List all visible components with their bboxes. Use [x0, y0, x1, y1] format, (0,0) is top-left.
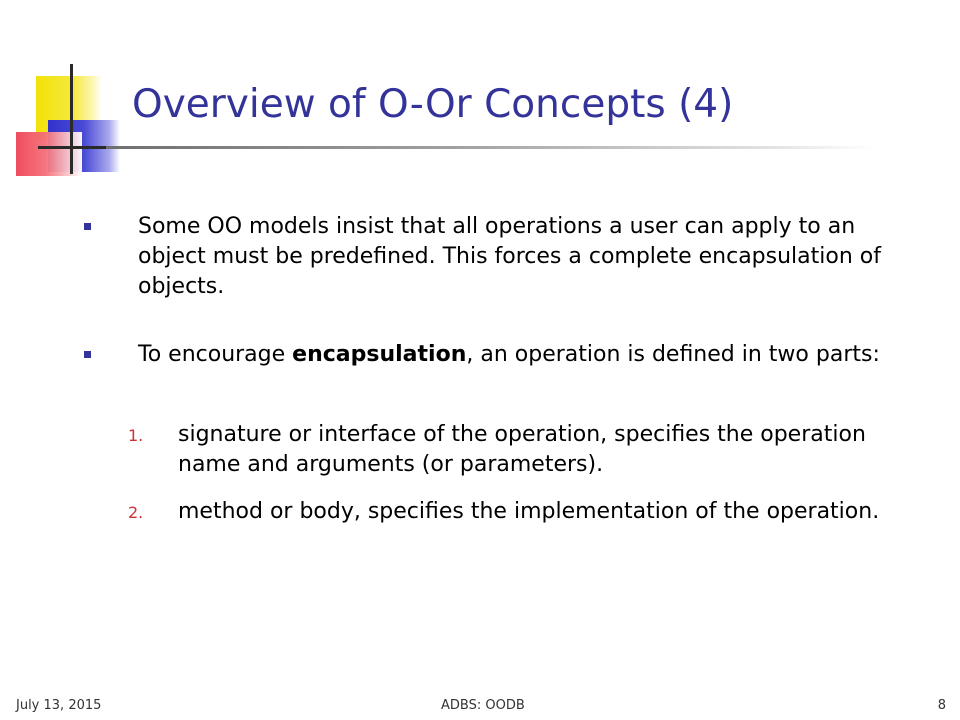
bullet-text-bold: encapsulation — [292, 342, 467, 367]
item-number: 2. — [128, 503, 144, 522]
footer-title: ADBS: OODB — [441, 698, 525, 713]
square-bullet-icon — [84, 223, 91, 230]
slide-title: Overview of O-Or Concepts (4) — [132, 82, 734, 127]
decor-vertical-line — [70, 64, 73, 174]
decor-horizontal-line — [38, 146, 108, 149]
bullet-item — [138, 212, 908, 302]
numbered-item — [128, 420, 918, 480]
bullet-text-before: To encourage — [138, 342, 293, 367]
footer-date: July 13, 2015 — [16, 698, 102, 713]
numbered-item — [128, 497, 918, 527]
numbered-item-text: signature or interface of the operation, specifies the operation name and arguments (or parameters). — [178, 422, 866, 477]
numbered-item-text: method or body, specifies the implementation of the operation. — [178, 499, 880, 524]
bullet-text-after: , an operation is defined in two parts: — [466, 342, 880, 367]
bullet-text: Some OO models insist that all operations a user can apply to an object must be predefined. This forces a complete encapsulation of objects. — [138, 214, 881, 299]
page-number: 8 — [937, 698, 946, 713]
bullet-item — [138, 340, 908, 370]
title-underline-rule — [106, 146, 876, 149]
item-number: 1. — [128, 426, 144, 445]
square-bullet-icon — [84, 351, 91, 358]
